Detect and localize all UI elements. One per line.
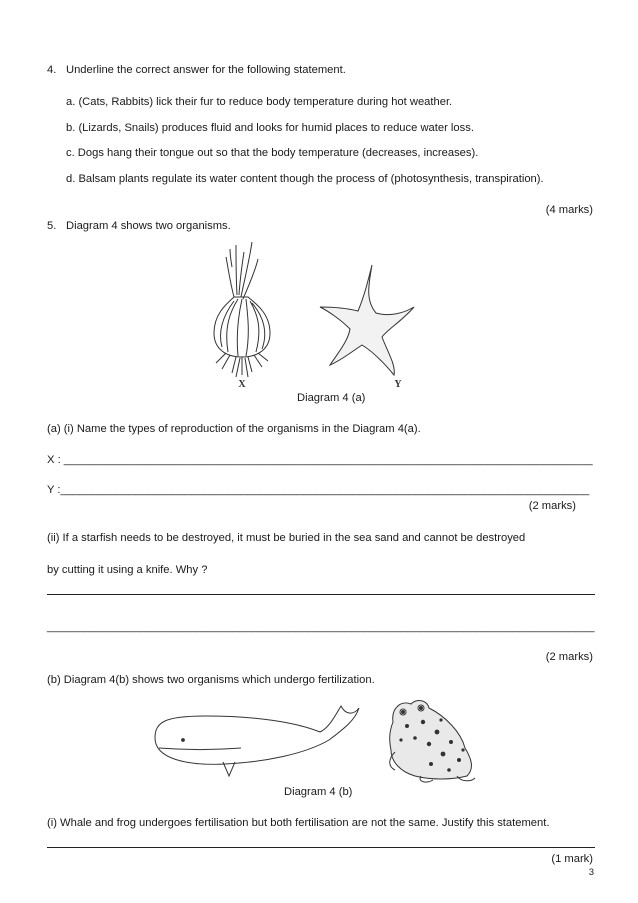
q4-number: 4.: [47, 64, 57, 76]
answer-line-y[interactable]: Y :_____________________________________________________________________________________: [47, 484, 590, 496]
q4-item-c: c. Dogs hang their tongue out so that the body temperature (decreases, increases).: [66, 147, 479, 159]
q5-a-i-marks: (2 marks): [528, 500, 576, 512]
q4-marks: (4 marks): [545, 204, 593, 216]
diagram-4a-caption: Diagram 4 (a): [297, 392, 366, 404]
q5-prompt: Diagram 4 shows two organisms.: [66, 220, 231, 232]
q5-b-prompt: (b) Diagram 4(b) shows two organisms which undergo fertilization.: [47, 674, 375, 686]
diagram-4a-figure: [200, 237, 420, 397]
q5-b-i-marks: (1 mark): [551, 853, 593, 865]
frog-illustration: [390, 701, 475, 783]
diagram-4b-figure: [145, 692, 485, 788]
page-number: 3: [588, 867, 594, 878]
q4-item-a: a. (Cats, Rabbits) lick their fur to reduce body temperature during hot weather.: [66, 96, 453, 108]
q4-prompt: Underline the correct answer for the following statement.: [66, 64, 346, 76]
q5-number: 5.: [47, 220, 57, 232]
starfish-illustration: [320, 265, 414, 375]
label-x: X: [238, 379, 246, 390]
answer-line-x[interactable]: X : _____________________________________________________________________________________: [47, 454, 593, 466]
q5-a-ii-prompt-line2: by cutting it using a knife. Why ?: [47, 564, 208, 576]
q5-b-i-prompt: (i) Whale and frog undergoes fertilisation but both fertilisation are not the same. Justify this statement.: [47, 817, 550, 829]
whale-illustration: [155, 706, 359, 776]
q5-a-ii-prompt-line1: (ii) If a starfish needs to be destroyed, it must be buried in the sea sand and cannot be destroyed: [47, 532, 526, 544]
answer-line-2[interactable]: ________________________________________________________________________________________: [47, 621, 595, 633]
answer-rule-2[interactable]: [47, 847, 595, 848]
label-y: Y: [394, 379, 402, 390]
q4-item-b: b. (Lizards, Snails) produces fluid and looks for humid places to reduce water loss.: [66, 122, 474, 134]
q4-item-d: d. Balsam plants regulate its water content though the process of (photosynthesis, transpiration).: [66, 173, 544, 185]
q5-a-ii-marks: (2 marks): [545, 651, 593, 663]
answer-rule-1[interactable]: [47, 594, 595, 595]
bulb-illustration: [214, 242, 270, 377]
diagram-4b-caption: Diagram 4 (b): [284, 786, 353, 798]
q5-a-i-prompt: (a) (i) Name the types of reproduction of the organisms in the Diagram 4(a).: [47, 423, 421, 435]
